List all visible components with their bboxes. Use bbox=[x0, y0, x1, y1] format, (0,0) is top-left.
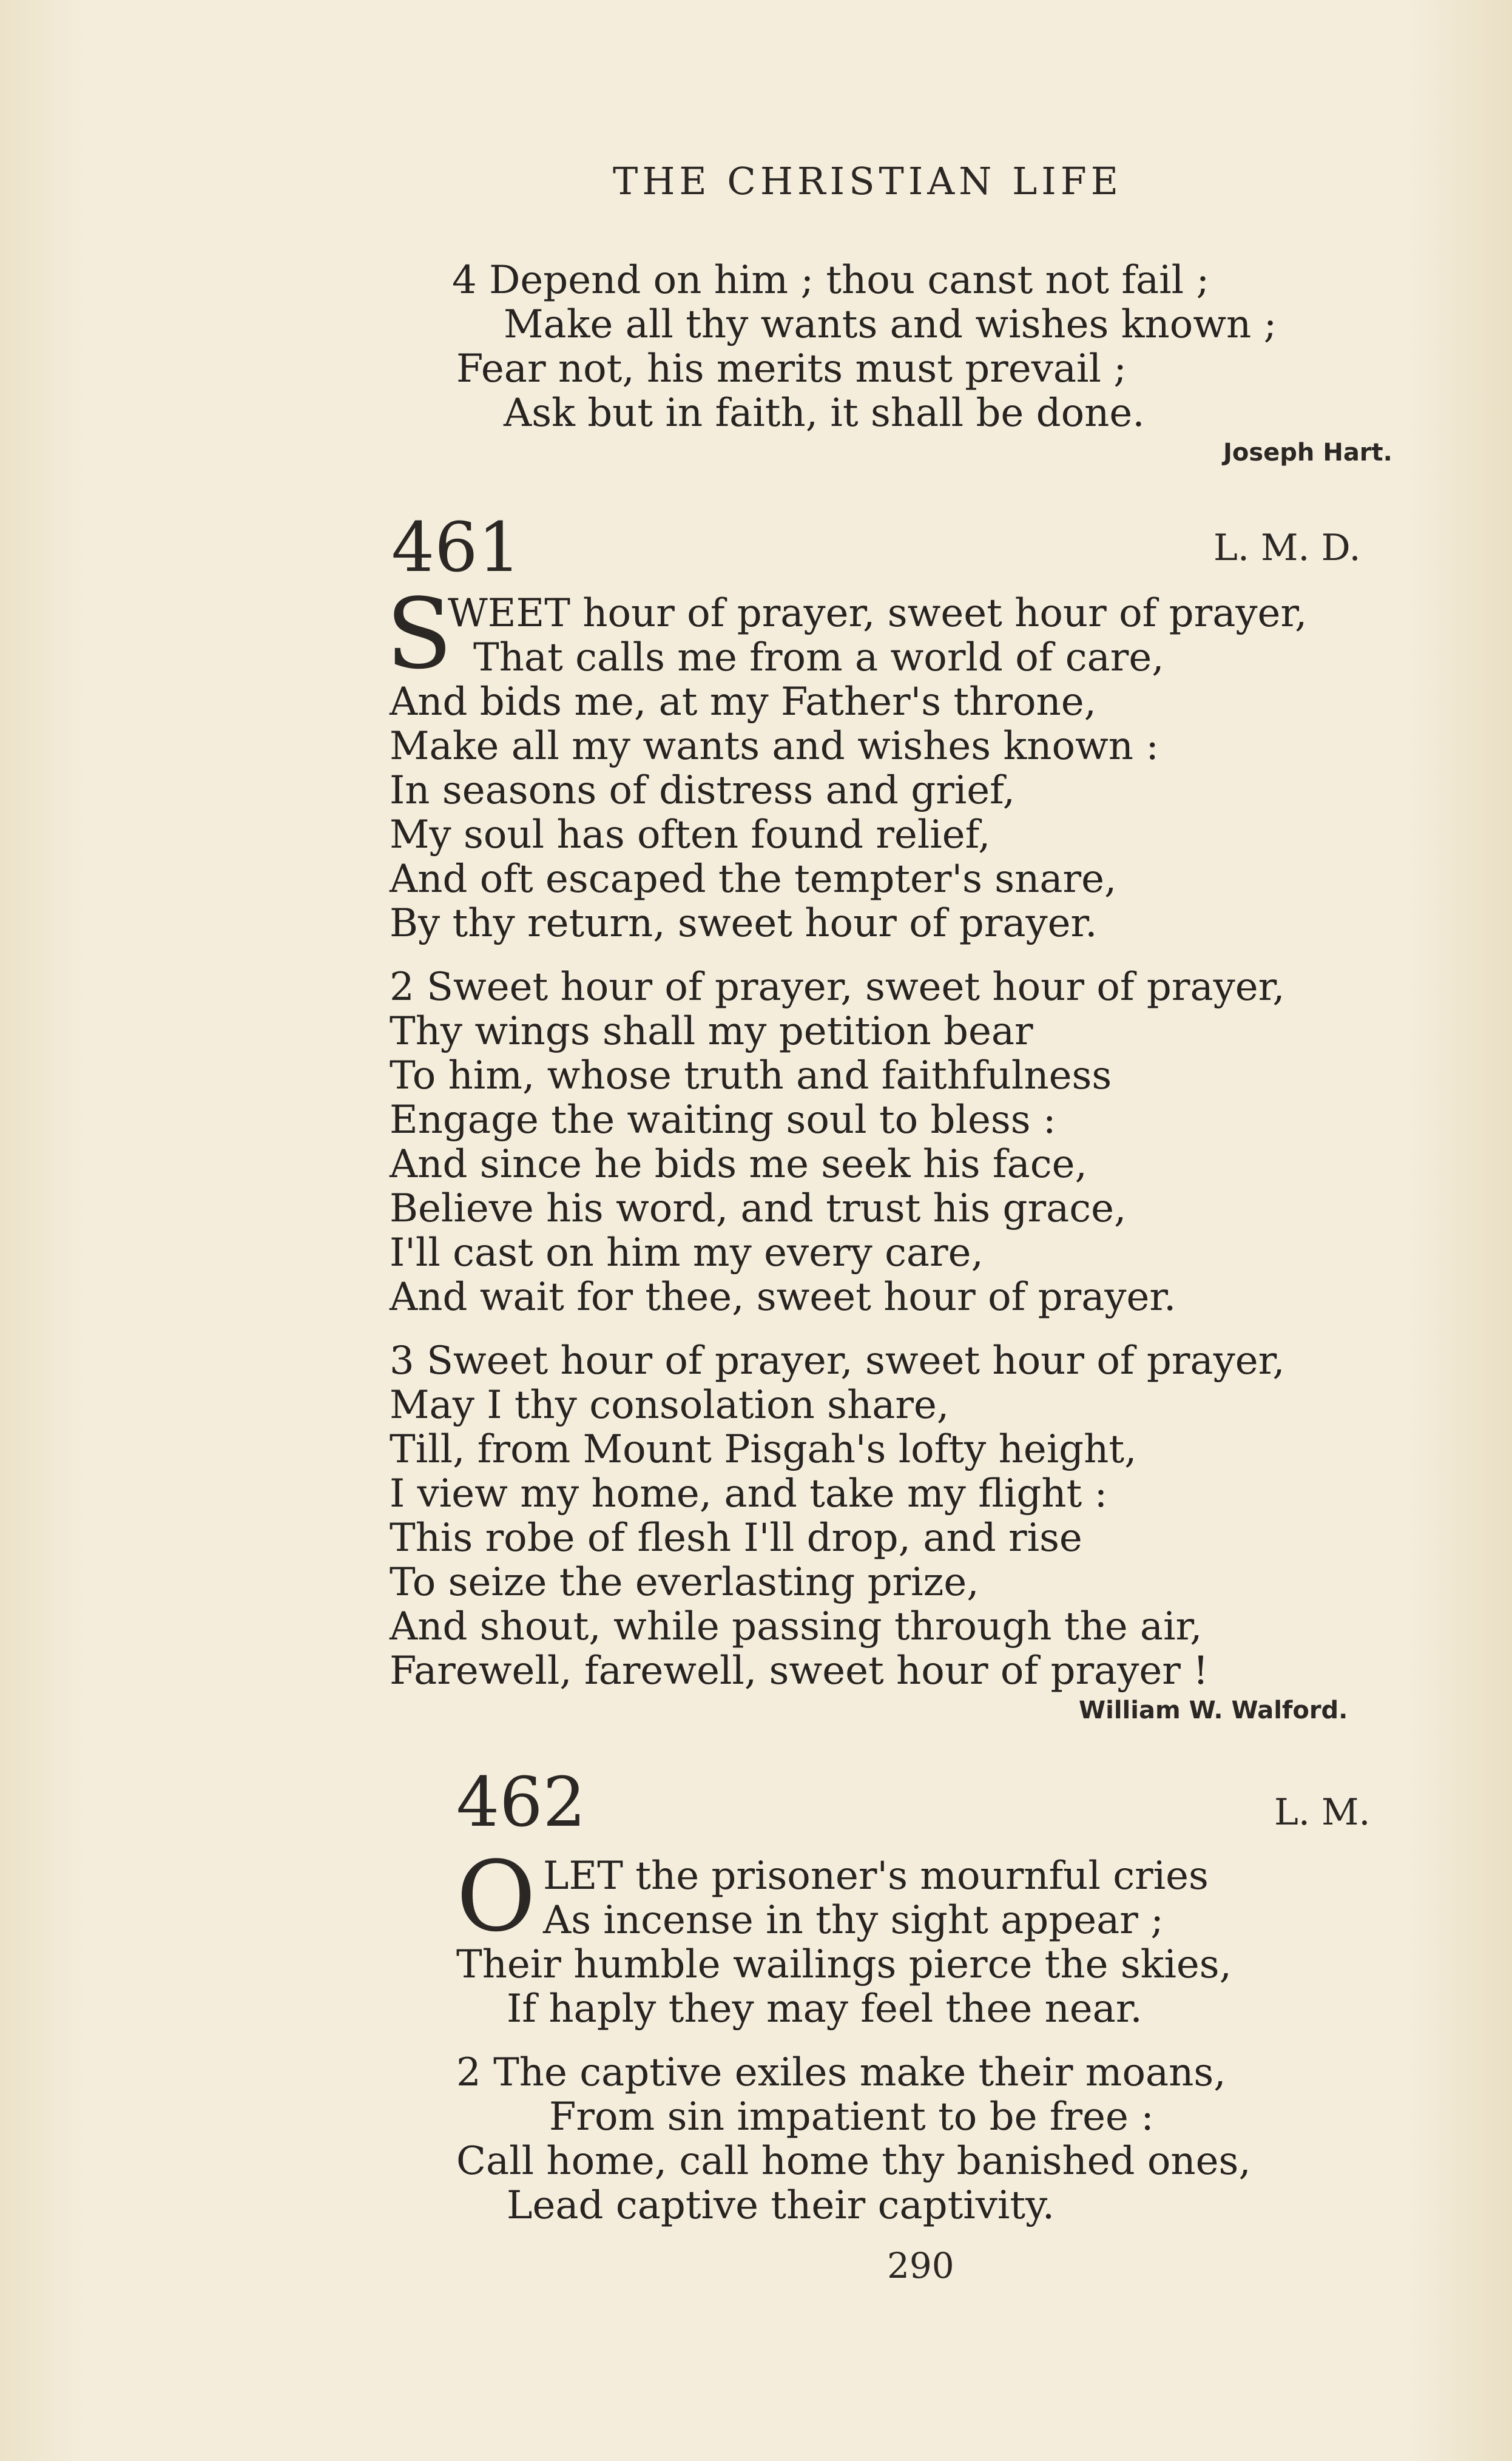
verse-line: And bids me, at my Father's throne, bbox=[390, 680, 1096, 724]
verse-line: My soul has often found relief, bbox=[390, 812, 991, 857]
verse-line: As incense in thy sight appear ; bbox=[543, 1898, 1164, 1943]
verse-line: LET the prisoner's mournful cries bbox=[543, 1854, 1209, 1899]
author-attribution: William W. Walford. bbox=[1079, 1696, 1348, 1724]
verse-line: And shout, while passing through the air, bbox=[390, 1604, 1203, 1649]
verse-line: To seize the everlasting prize, bbox=[390, 1560, 979, 1605]
verse-line: Call home, call home thy banished ones, bbox=[456, 2139, 1251, 2184]
running-header: THE CHRISTIAN LIFE bbox=[613, 159, 1123, 203]
verse-line: WEET hour of prayer, sweet hour of prayer, bbox=[448, 591, 1308, 636]
verse-line: By thy return, sweet hour of prayer. bbox=[390, 901, 1098, 946]
verse-line: Till, from Mount Pisgah's lofty height, bbox=[390, 1427, 1137, 1472]
verse-line: I'll cast on him my every care, bbox=[390, 1230, 984, 1275]
verse-line: Thy wings shall my petition bear bbox=[390, 1009, 1033, 1054]
verse-line: And wait for thee, sweet hour of prayer. bbox=[390, 1275, 1176, 1320]
verse-line: I view my home, and take my flight : bbox=[390, 1471, 1108, 1516]
hymn-meter: L. M. D. bbox=[1213, 527, 1361, 569]
verse-line: Their humble wailings pierce the skies, bbox=[456, 1942, 1232, 1987]
verse-line: From sin impatient to be free : bbox=[549, 2095, 1154, 2139]
verse-line: Fear not, his merits must prevail ; bbox=[456, 346, 1127, 391]
verse-line: 3 Sweet hour of prayer, sweet hour of prayer, bbox=[390, 1339, 1285, 1383]
verse-line: 2 Sweet hour of prayer, sweet hour of prayer, bbox=[390, 965, 1285, 1010]
verse-line: This robe of flesh I'll drop, and rise bbox=[390, 1516, 1082, 1561]
verse-line: In seasons of distress and grief, bbox=[390, 768, 1015, 813]
hymn-number: 461 bbox=[391, 508, 521, 587]
verse-line: And oft escaped the tempter's snare, bbox=[390, 857, 1117, 902]
page-number: 290 bbox=[887, 2245, 954, 2286]
verse-line: 2 The captive exiles make their moans, bbox=[456, 2050, 1226, 2095]
hymn-number: 462 bbox=[456, 1763, 586, 1842]
verse-line: That calls me from a world of care, bbox=[473, 635, 1164, 680]
verse-line: Believe his word, and trust his grace, bbox=[390, 1186, 1127, 1231]
verse-line: Ask but in faith, it shall be done. bbox=[504, 391, 1145, 436]
verse-line: If haply they may feel thee near. bbox=[507, 1987, 1142, 2031]
hymn-meter: L. M. bbox=[1274, 1791, 1371, 1834]
verse-line: To him, whose truth and faithfulness bbox=[390, 1053, 1112, 1098]
verse-line: Farewell, farewell, sweet hour of prayer ! bbox=[390, 1649, 1209, 1693]
drop-cap: S bbox=[386, 577, 453, 690]
verse-line: 4 Depend on him ; thou canst not fail ; bbox=[452, 258, 1209, 303]
verse-line: Make all thy wants and wishes known ; bbox=[504, 302, 1277, 347]
verse-line: Lead captive their captivity. bbox=[507, 2183, 1055, 2228]
verse-line: And since he bids me seek his face, bbox=[390, 1142, 1087, 1187]
drop-cap: O bbox=[456, 1840, 536, 1953]
author-attribution: Joseph Hart. bbox=[1223, 439, 1392, 467]
verse-line: Make all my wants and wishes known : bbox=[390, 724, 1159, 769]
verse-line: Engage the waiting soul to bless : bbox=[390, 1098, 1056, 1143]
verse-line: May I thy consolation share, bbox=[390, 1383, 950, 1428]
